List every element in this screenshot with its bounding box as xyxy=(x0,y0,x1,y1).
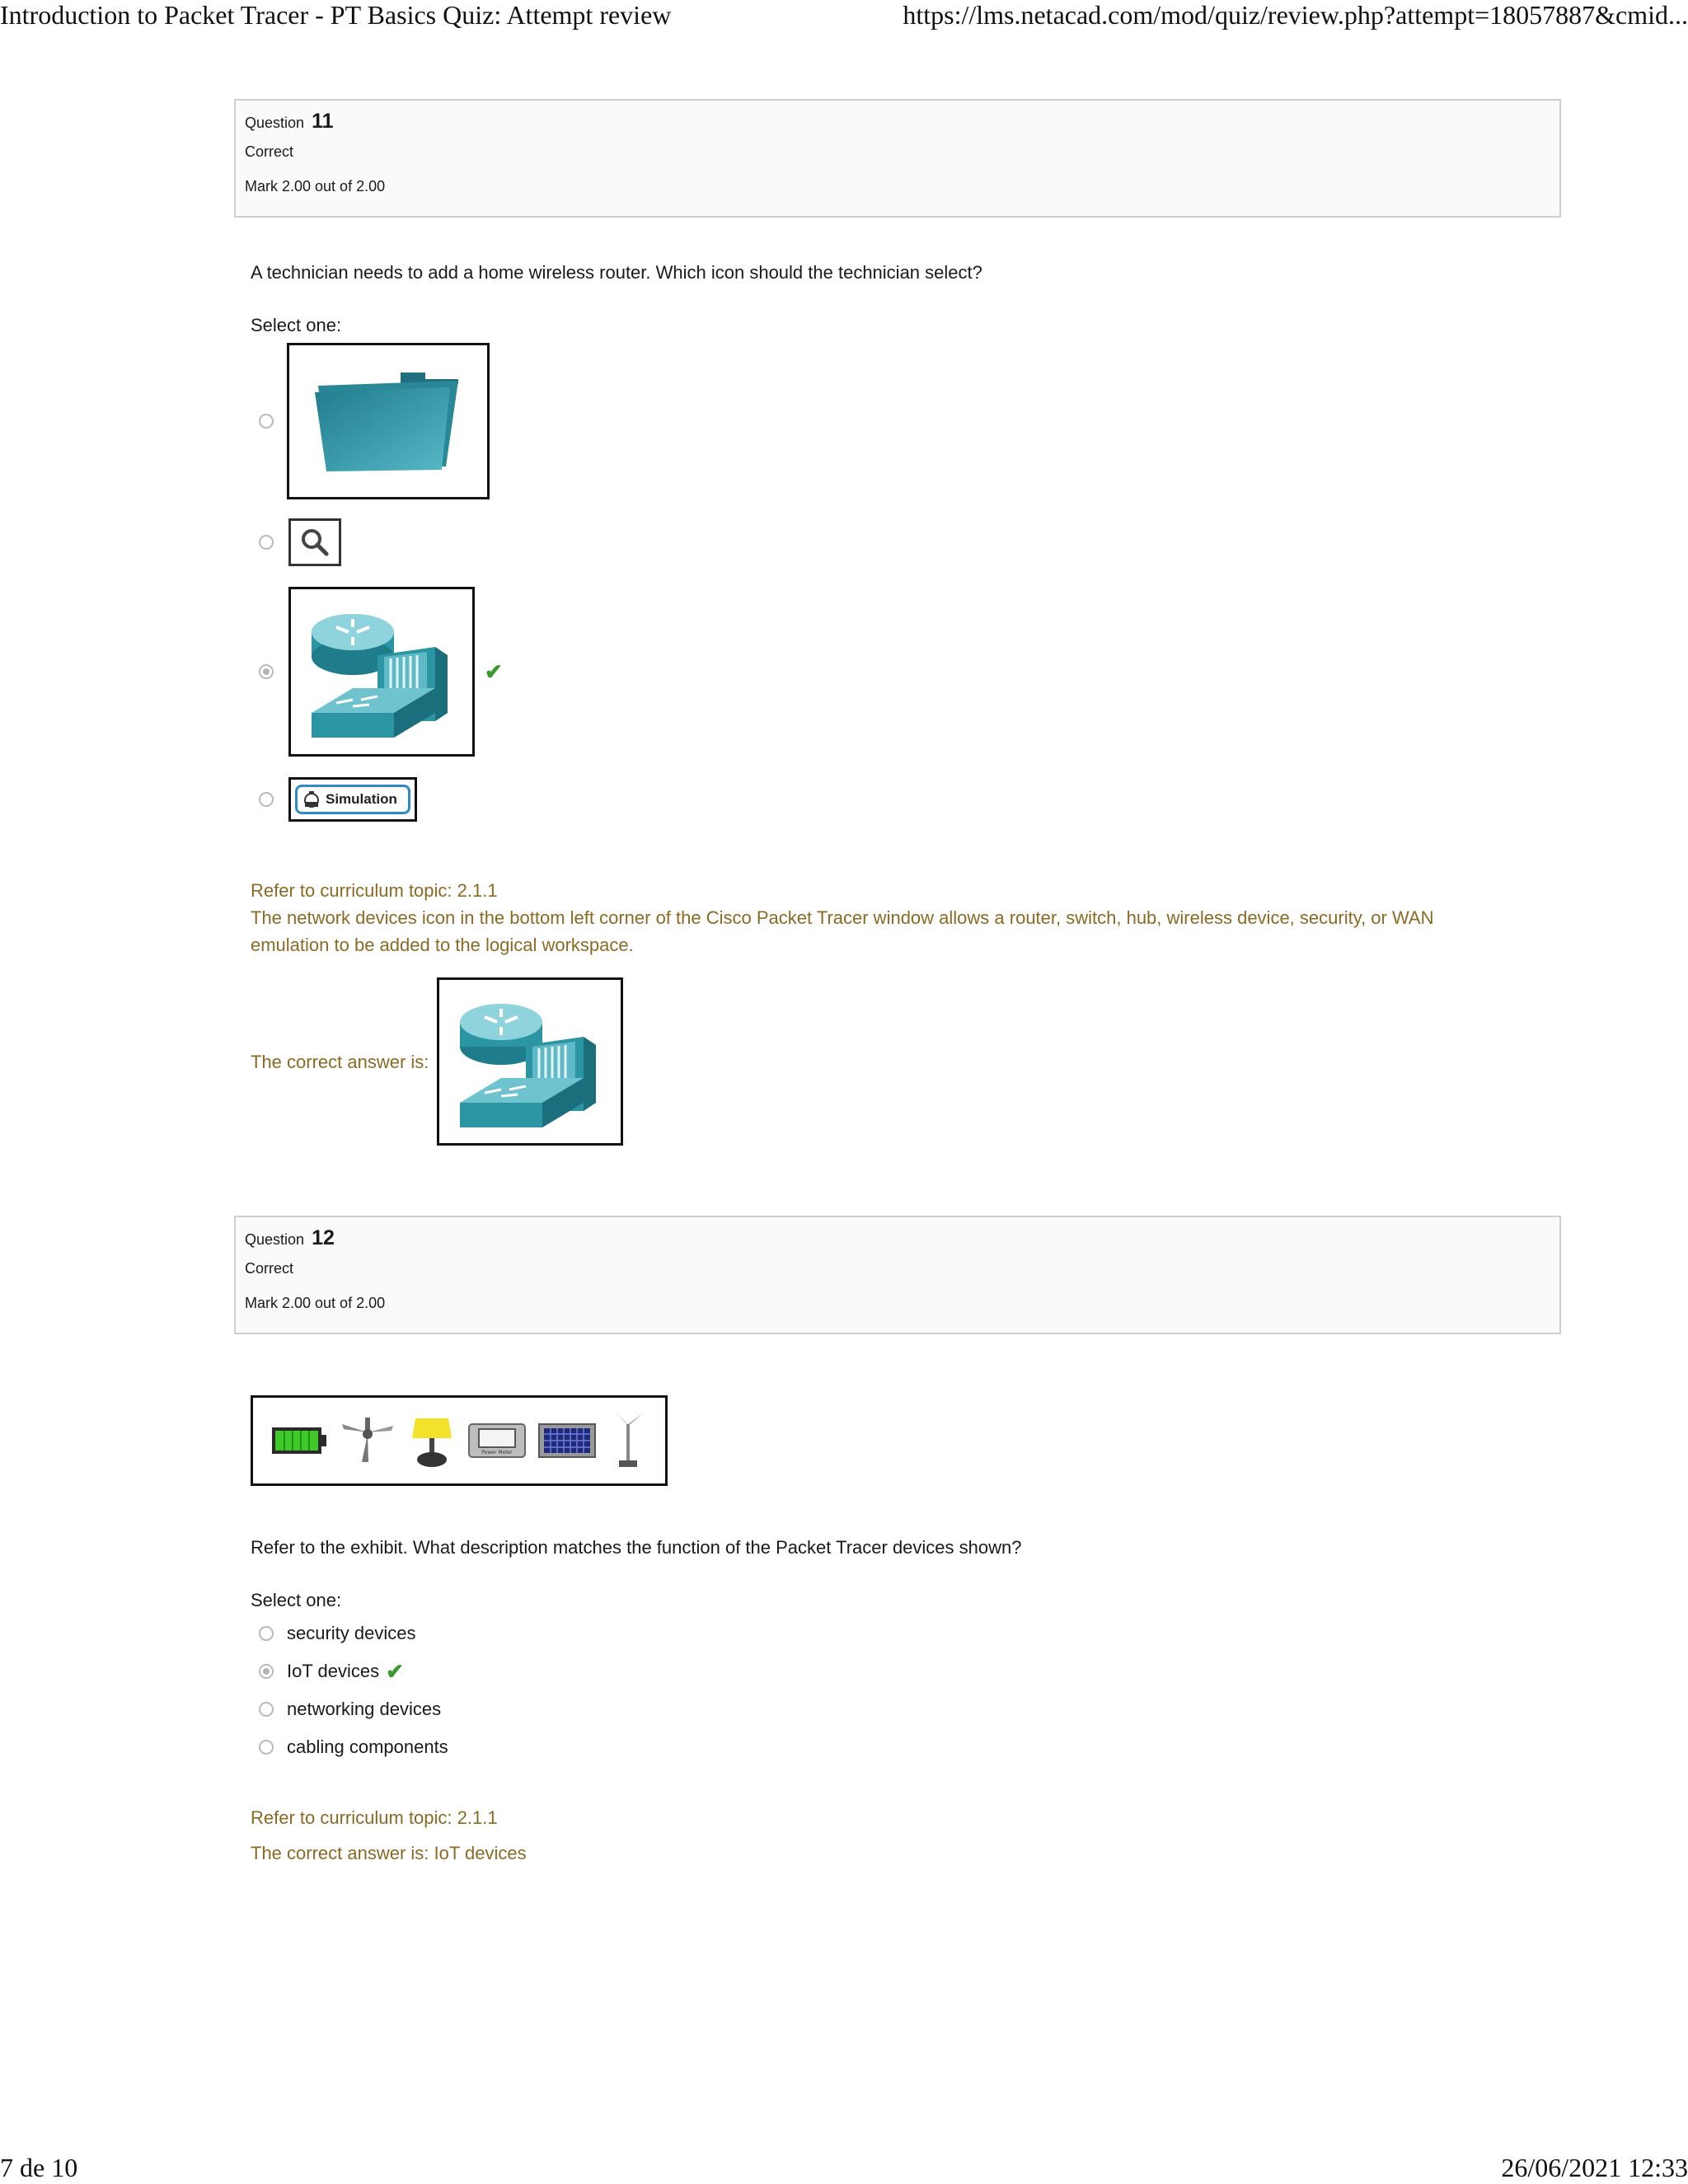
page-count: 7 de 10 xyxy=(0,2153,78,2182)
correct-check-icon: ✔ xyxy=(386,1658,404,1684)
correct-answer-label: The correct answer is: xyxy=(251,1051,429,1072)
curriculum-topic: Refer to curriculum topic: 2.1.1 xyxy=(251,880,498,901)
answer-option-a[interactable] xyxy=(251,341,1688,501)
answer-option-b[interactable] xyxy=(251,501,1688,583)
radio-button[interactable] xyxy=(259,535,274,550)
magnifier-search-icon xyxy=(288,518,341,566)
radio-button[interactable] xyxy=(259,414,274,429)
power-meter-label: Power Meter xyxy=(481,1450,513,1455)
print-datetime: 26/06/2021 12:33 xyxy=(1501,2153,1688,2182)
select-one-prompt: Select one: xyxy=(251,315,342,335)
question-number xyxy=(245,1226,1550,1252)
radio-button[interactable] xyxy=(259,1740,274,1755)
radio-button[interactable] xyxy=(259,1702,274,1717)
question-grade: Mark 2.00 out of 2.00 xyxy=(245,1295,386,1311)
option-label: IoT devices xyxy=(287,1661,380,1681)
print-footer xyxy=(0,2153,1688,2184)
print-header xyxy=(0,0,1688,36)
curriculum-topic: Refer to curriculum topic: 2.1.1 xyxy=(251,1807,498,1828)
option-label: networking devices xyxy=(287,1699,442,1719)
network-devices-icon xyxy=(437,977,623,1146)
iot-devices-exhibit xyxy=(251,1395,668,1486)
folder-icon xyxy=(287,343,490,499)
ceiling-fan-icon xyxy=(339,1416,396,1465)
radio-button-selected[interactable] xyxy=(259,664,274,679)
question-formulation-11 xyxy=(234,262,1688,839)
question-text: A technician needs to add a home wireless router. Which icon should the technician select? xyxy=(251,262,982,283)
network-devices-icon xyxy=(288,587,475,757)
exhibit-image xyxy=(251,1395,1688,1486)
question-info-11 xyxy=(234,99,1561,218)
radio-button[interactable] xyxy=(259,792,274,807)
answer-option-b[interactable] xyxy=(251,1652,1688,1690)
question-text: Refer to the exhibit. What description matches the function of the Packet Tracer devices shown? xyxy=(251,1537,1022,1558)
power-meter-icon xyxy=(467,1421,527,1460)
question-formulation-12 xyxy=(234,1395,1688,1766)
answer-option-d[interactable] xyxy=(251,760,1688,839)
question-label: Question xyxy=(245,115,305,131)
answer-option-d[interactable] xyxy=(251,1728,1688,1766)
simulation-label: Simulation xyxy=(326,791,397,807)
radio-button-selected[interactable] xyxy=(259,1664,274,1679)
page-url[interactable]: https://lms.netacad.com/mod/quiz/review.php?attempt=18057887&cmid... xyxy=(903,0,1688,30)
option-label: security devices xyxy=(287,1623,416,1643)
question-feedback-11 xyxy=(234,877,1688,1146)
question-feedback-12 xyxy=(234,1804,1688,1867)
answer-option-c[interactable] xyxy=(251,583,1688,760)
answer-options xyxy=(251,1615,1688,1766)
stopwatch-icon xyxy=(302,790,321,808)
select-one-prompt: Select one: xyxy=(251,1590,342,1610)
answer-option-a[interactable] xyxy=(251,1615,1688,1652)
battery-icon xyxy=(270,1424,328,1457)
correct-answer xyxy=(251,977,1688,1146)
correct-answer: The correct answer is: IoT devices xyxy=(251,1843,527,1863)
question-state: Correct xyxy=(245,1260,294,1277)
solar-panel-icon xyxy=(537,1421,597,1460)
question-state: Correct xyxy=(245,143,294,160)
correct-check-icon: ✔ xyxy=(485,658,503,684)
answer-option-c[interactable] xyxy=(251,1690,1688,1728)
question-number-value: 11 xyxy=(312,110,334,133)
radio-button[interactable] xyxy=(259,1626,274,1641)
feedback-text: The network devices icon in the bottom left corner of the Cisco Packet Tracer window allows a router, switch, hub, wireless device, security, or WAN emulation to be added to the logical workspace. xyxy=(251,907,1434,955)
question-number-value: 12 xyxy=(312,1226,335,1249)
question-grade: Mark 2.00 out of 2.00 xyxy=(245,178,386,194)
question-info-12 xyxy=(234,1216,1561,1334)
question-label: Question xyxy=(245,1231,305,1248)
page-title: Introduction to Packet Tracer - PT Basics Quiz: Attempt review xyxy=(0,0,672,30)
question-number xyxy=(245,109,1550,135)
wind-turbine-icon xyxy=(607,1409,649,1472)
option-label: cabling components xyxy=(287,1736,448,1757)
lamp-icon xyxy=(407,1413,457,1468)
simulation-mode-icon xyxy=(288,777,417,822)
quiz-review-page xyxy=(234,99,1688,1867)
answer-options xyxy=(251,341,1688,839)
